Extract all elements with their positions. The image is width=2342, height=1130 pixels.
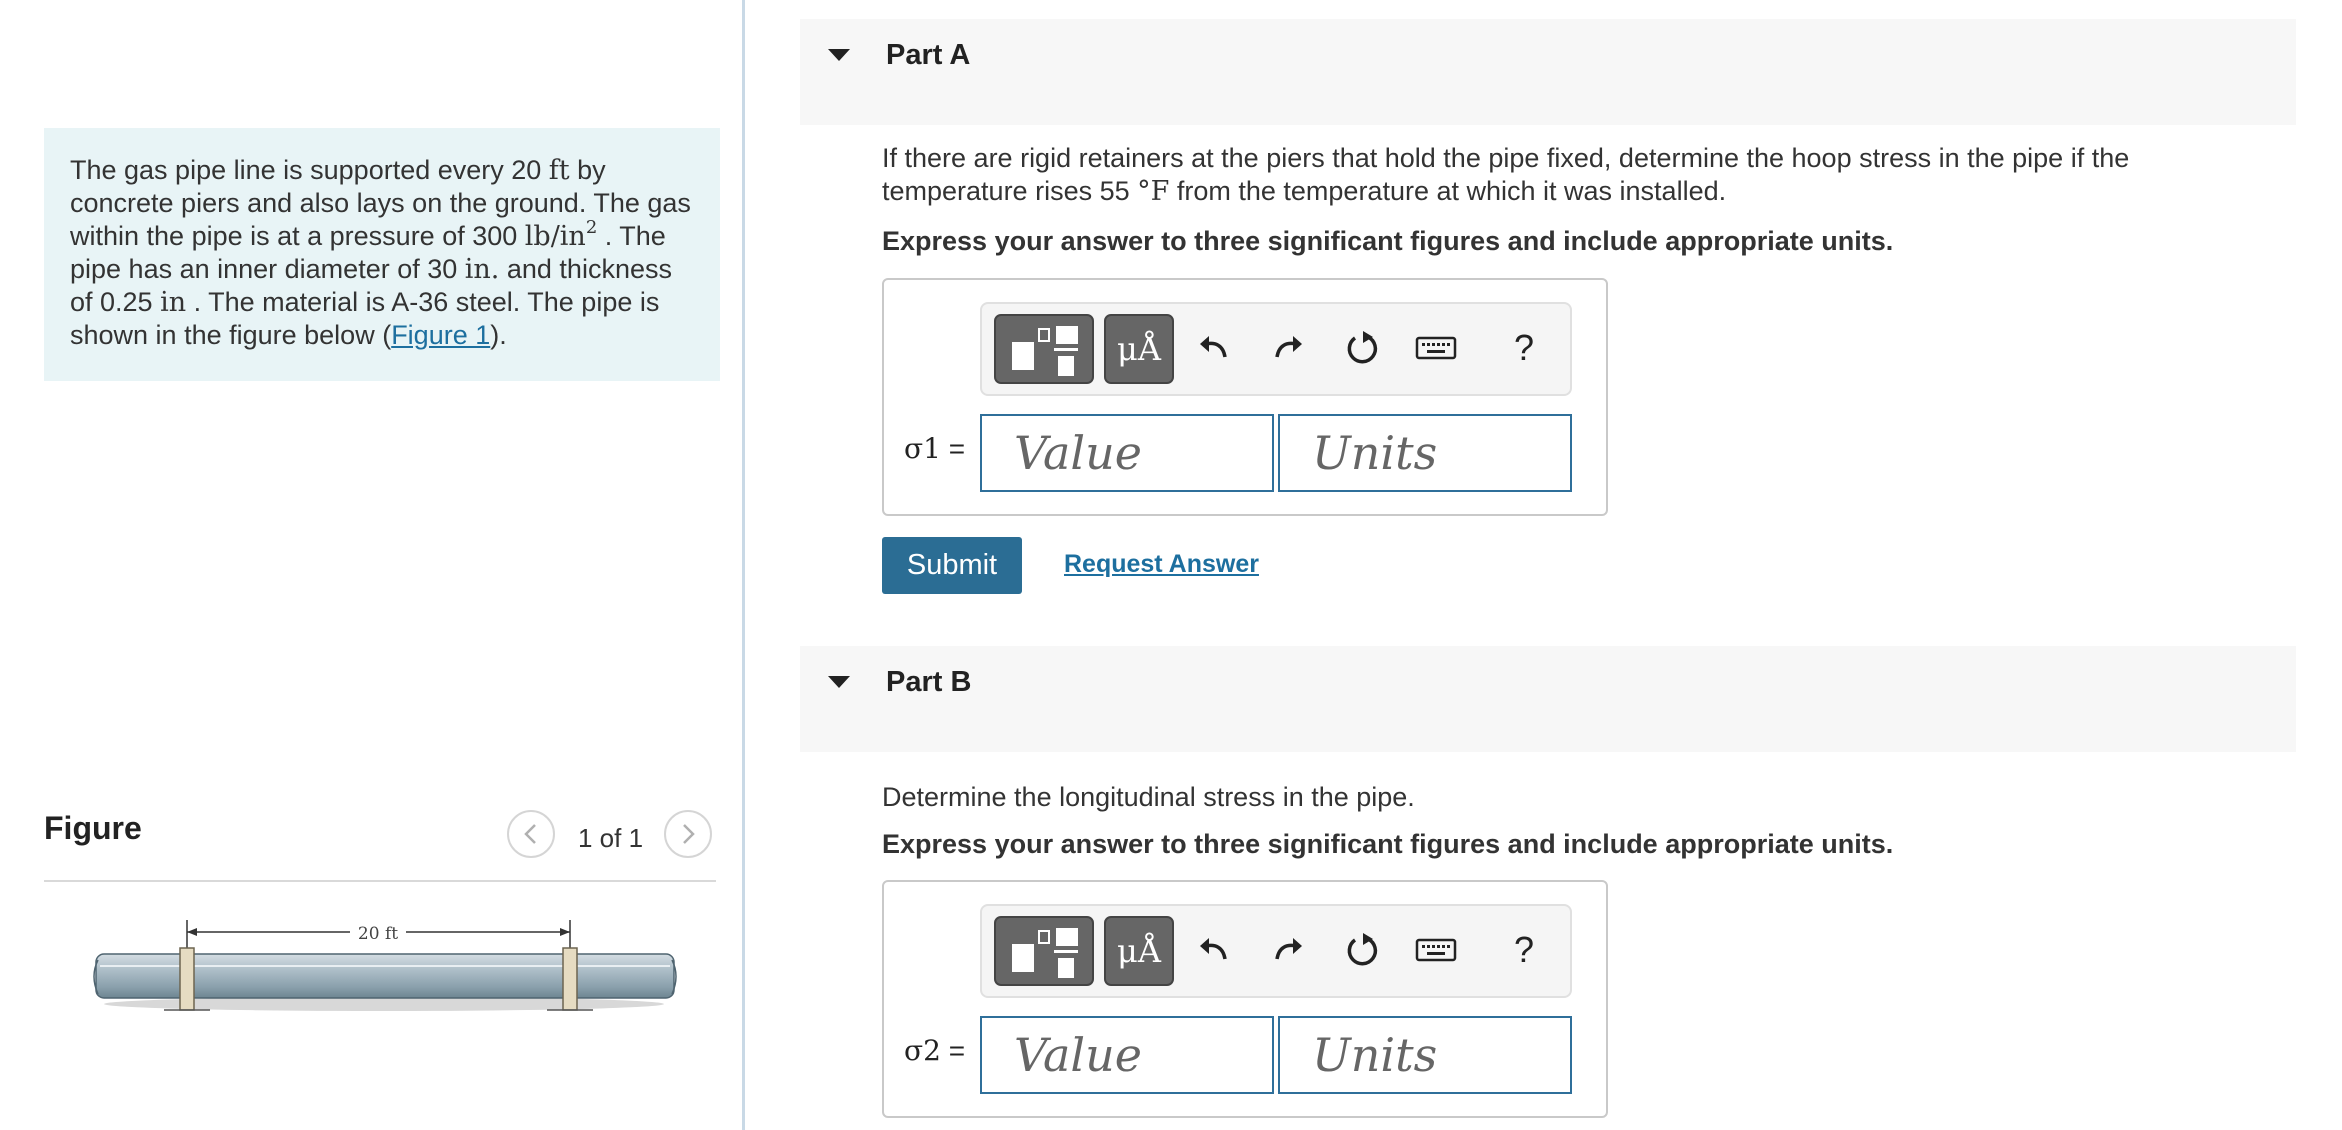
unit-ft: ft: [548, 155, 570, 186]
pipe-figure: [84, 900, 684, 1030]
problem-pane: [0, 0, 742, 1130]
next-figure-button[interactable]: [664, 810, 712, 858]
sigma-symbol: σ: [904, 1034, 924, 1067]
variable-label: [904, 432, 965, 465]
fraction-bar-icon: [1054, 348, 1078, 351]
redo-icon[interactable]: [1266, 326, 1310, 370]
collapse-triangle-icon: [828, 49, 850, 61]
part-b-header[interactable]: [800, 646, 2296, 752]
figure-pager-count: 1 of 1: [578, 823, 644, 853]
value-input[interactable]: [982, 416, 1272, 490]
templates-button[interactable]: [994, 314, 1094, 384]
units-button[interactable]: μÅ: [1104, 916, 1174, 986]
template-square-icon: [1058, 356, 1074, 376]
unit-exponent: 2: [585, 217, 598, 238]
redo-icon[interactable]: [1266, 928, 1310, 972]
units-button[interactable]: μÅ: [1104, 314, 1174, 384]
value-field-wrapper: [980, 414, 1274, 492]
variable-label: [904, 1034, 965, 1067]
part-a-header[interactable]: [800, 19, 2296, 125]
divider: [44, 880, 716, 882]
question-text: If there are rigid retainers at the piers that hold the pipe fixed, determine the hoop stress in the pipe if the temperature rises 55: [882, 143, 2130, 206]
keyboard-icon[interactable]: [1414, 326, 1458, 370]
undo-icon[interactable]: [1192, 928, 1236, 972]
problem-statement: [44, 128, 720, 381]
value-input[interactable]: [982, 1018, 1272, 1092]
dimension-label: 20 ft: [357, 924, 399, 944]
unit-in: in.: [464, 254, 500, 285]
problem-text: ).: [490, 320, 507, 350]
math-toolbar: [980, 302, 1572, 396]
template-square-icon: [1038, 930, 1050, 944]
undo-icon[interactable]: [1192, 326, 1236, 370]
sigma-symbol: σ: [904, 432, 924, 465]
templates-button[interactable]: [994, 916, 1094, 986]
question-text: from the temperature at which it was installed.: [1169, 176, 1727, 206]
value-field-wrapper: [980, 1016, 1274, 1094]
problem-text: by concrete piers and also lays on the ground. The gas within the pipe is at a pressure of 300: [70, 155, 691, 251]
part-b-instruction: Express your answer to three significant figures and include appropriate units.: [882, 829, 1894, 859]
variable-subscript: 1: [923, 432, 941, 465]
part-b-title: Part B: [886, 666, 972, 698]
unit-pressure: lb/in: [524, 221, 586, 252]
template-square-icon: [1012, 342, 1034, 370]
units-field-wrapper: [1278, 1016, 1572, 1094]
chevron-right-icon: [678, 822, 698, 846]
equals-sign: =: [940, 1035, 966, 1066]
part-a-title: Part A: [886, 39, 971, 71]
submit-button[interactable]: Submit: [882, 537, 1022, 594]
template-square-icon: [1038, 328, 1050, 342]
chevron-left-icon: [521, 822, 541, 846]
request-answer-link[interactable]: Request Answer: [1064, 550, 1259, 578]
problem-text: . The material is A-36 steel. The pipe is shown in the figure below (: [70, 287, 660, 350]
variable-subscript: 2: [923, 1034, 941, 1067]
figure-title: Figure: [44, 810, 142, 846]
reset-icon[interactable]: [1340, 928, 1384, 972]
part-a-question: [882, 142, 2282, 208]
part-a-answer-box: [882, 278, 1608, 516]
part-a-instruction: Express your answer to three significant figures and include appropriate units.: [882, 226, 1894, 256]
units-input[interactable]: [1280, 1018, 1570, 1092]
part-b-question: Determine the longitudinal stress in the pipe.: [882, 782, 1415, 812]
units-field-wrapper: [1278, 414, 1572, 492]
template-square-icon: [1056, 928, 1078, 946]
previous-figure-button[interactable]: [507, 810, 555, 858]
template-square-icon: [1056, 326, 1078, 344]
unit-fahrenheit: °F: [1137, 176, 1170, 207]
units-input[interactable]: [1280, 416, 1570, 490]
pane-divider[interactable]: [742, 0, 745, 1130]
math-toolbar: [980, 904, 1572, 998]
help-button[interactable]: ?: [1513, 327, 1535, 368]
part-b-answer-box: [882, 880, 1608, 1118]
template-square-icon: [1058, 958, 1074, 978]
figure-link[interactable]: Figure 1: [391, 320, 491, 350]
fraction-bar-icon: [1054, 950, 1078, 953]
problem-text: and thickness of 0.25: [70, 254, 672, 317]
template-square-icon: [1012, 944, 1034, 972]
help-button[interactable]: ?: [1513, 929, 1535, 970]
reset-icon[interactable]: [1340, 326, 1384, 370]
unit-in: in: [160, 287, 187, 318]
collapse-triangle-icon: [828, 676, 850, 688]
equals-sign: =: [940, 433, 966, 464]
problem-text: . The pipe has an inner diameter of 30: [70, 221, 666, 284]
problem-text: The gas pipe line is supported every 20: [70, 155, 549, 185]
keyboard-icon[interactable]: [1414, 928, 1458, 972]
